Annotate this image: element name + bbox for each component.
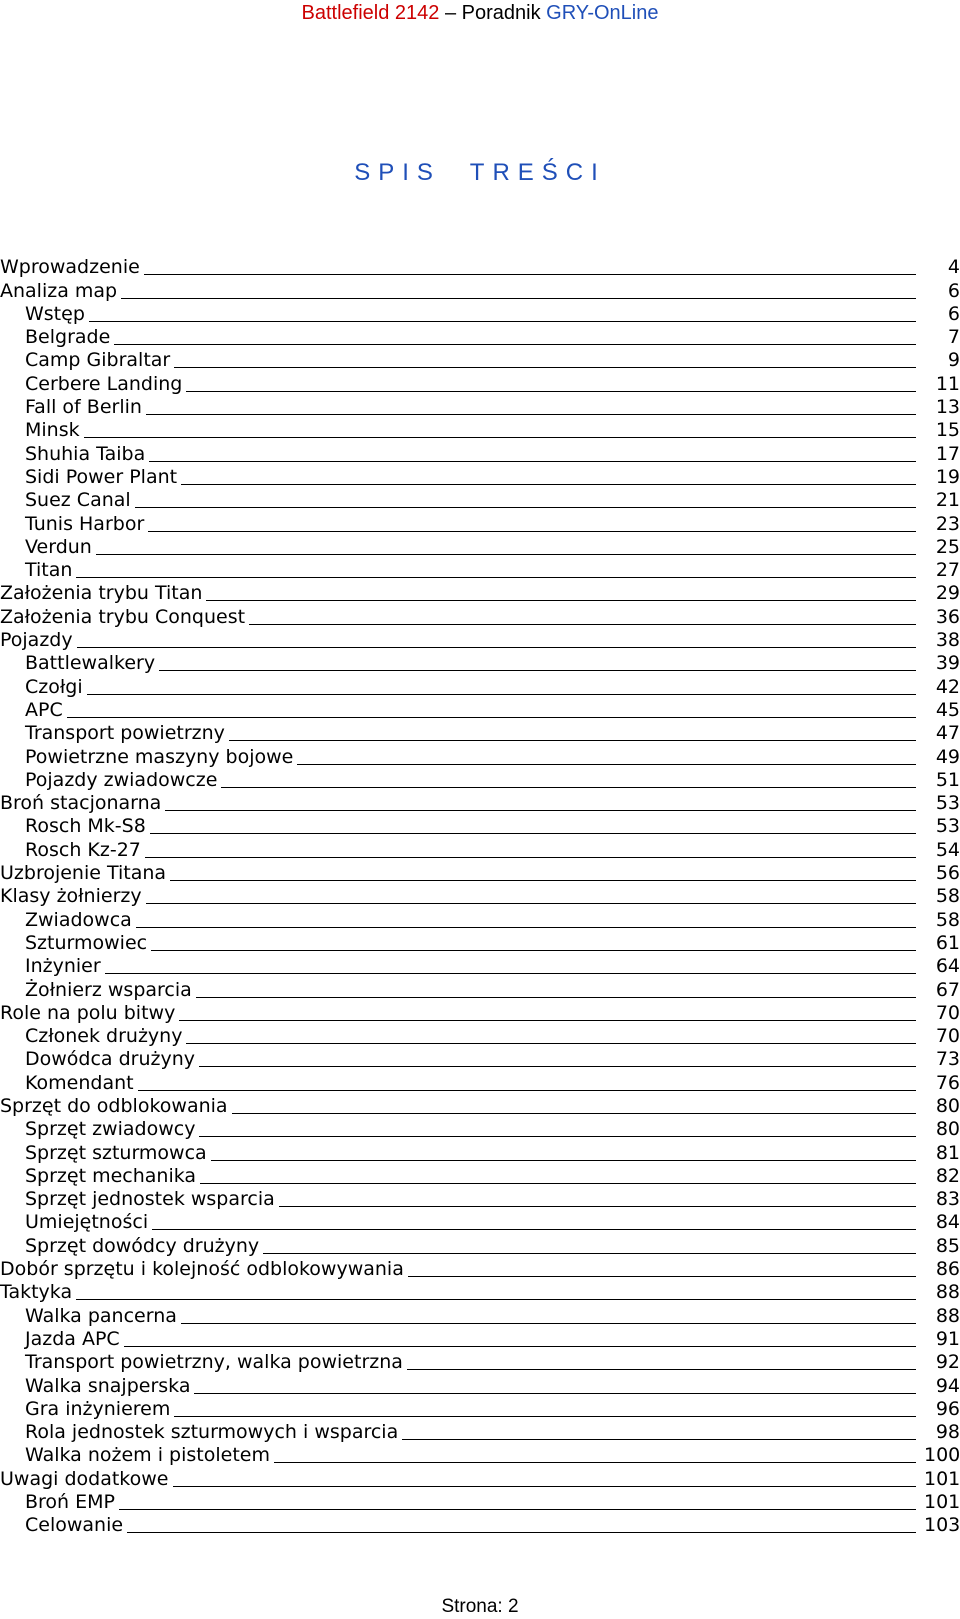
toc-entry-page-number: 6 bbox=[947, 302, 960, 325]
header-brand: GRY-OnLine bbox=[546, 2, 659, 24]
toc-entry-label: Gra inżynierem bbox=[25, 1397, 171, 1420]
toc-entry-label: Dowódca drużyny bbox=[25, 1048, 196, 1071]
toc-entry-label: Camp Gibraltar bbox=[25, 349, 171, 372]
toc-leader-line bbox=[114, 343, 916, 345]
toc-entry-page-number: 38 bbox=[935, 629, 960, 652]
toc-entry[interactable] bbox=[0, 1163, 960, 1186]
toc-entry-label: Dobór sprzętu i kolejność odblokowywania bbox=[0, 1258, 404, 1281]
toc-entry-label: Wstęp bbox=[25, 302, 85, 325]
toc-entry[interactable] bbox=[0, 534, 960, 557]
toc-leader-line bbox=[136, 926, 916, 928]
toc-entry-page-number: 53 bbox=[935, 815, 960, 838]
toc-entry-label: Minsk bbox=[25, 419, 80, 442]
toc-leader-line bbox=[149, 460, 916, 462]
header-section: Poradnik bbox=[461, 2, 541, 24]
toc-leader-line bbox=[124, 1345, 916, 1347]
toc-entry[interactable] bbox=[0, 743, 960, 766]
toc-entry[interactable] bbox=[0, 1186, 960, 1209]
toc-leader-line bbox=[173, 1485, 917, 1487]
toc-entry[interactable] bbox=[0, 487, 960, 510]
toc-leader-line bbox=[96, 553, 916, 555]
toc-entry-label: Żołnierz wsparcia bbox=[25, 978, 192, 1001]
toc-entry-label: Uwagi dodatkowe bbox=[0, 1467, 169, 1490]
toc-entry-page-number: 76 bbox=[935, 1071, 960, 1094]
toc-leader-line bbox=[186, 1042, 916, 1044]
toc-entry-label: Sprzęt zwiadowcy bbox=[25, 1118, 196, 1141]
toc-entry-label: Belgrade bbox=[25, 326, 111, 349]
toc-entry[interactable] bbox=[0, 1000, 960, 1023]
toc-entry[interactable] bbox=[0, 1116, 960, 1139]
toc-entry-page-number: 100 bbox=[924, 1444, 960, 1467]
toc-leader-line bbox=[229, 739, 916, 741]
toc-entry[interactable] bbox=[0, 603, 960, 626]
toc-leader-line bbox=[76, 1298, 916, 1300]
toc-entry[interactable] bbox=[0, 324, 960, 347]
toc-entry-label: Suez Canal bbox=[25, 489, 131, 512]
toc-entry[interactable] bbox=[0, 254, 960, 277]
toc-leader-line bbox=[407, 1368, 916, 1370]
toc-leader-line bbox=[279, 1205, 916, 1207]
toc-entry-page-number: 45 bbox=[935, 698, 960, 721]
toc-leader-line bbox=[121, 297, 916, 299]
toc-entry[interactable] bbox=[0, 1256, 960, 1279]
toc-entry-page-number: 21 bbox=[935, 489, 960, 512]
toc-entry-label: Walka snajperska bbox=[25, 1374, 191, 1397]
toc-leader-line bbox=[196, 996, 916, 998]
toc-entry-page-number: 47 bbox=[935, 722, 960, 745]
toc-entry[interactable] bbox=[0, 627, 960, 650]
toc-leader-line bbox=[211, 1159, 916, 1161]
toc-entry[interactable] bbox=[0, 1093, 960, 1116]
toc-entry-label: Założenia trybu Conquest bbox=[0, 605, 246, 628]
toc-entry-page-number: 61 bbox=[935, 931, 960, 954]
toc-entry-page-number: 92 bbox=[935, 1351, 960, 1374]
toc-entry[interactable] bbox=[0, 301, 960, 324]
toc-entry[interactable] bbox=[0, 347, 960, 370]
toc-entry[interactable] bbox=[0, 813, 960, 836]
toc-leader-line bbox=[174, 1415, 916, 1417]
toc-entry-page-number: 94 bbox=[935, 1374, 960, 1397]
toc-entry[interactable] bbox=[0, 860, 960, 883]
toc-entry-page-number: 27 bbox=[935, 559, 960, 582]
toc-entry-page-number: 80 bbox=[935, 1118, 960, 1141]
toc-leader-line bbox=[150, 832, 916, 834]
toc-entry-label: Transport powietrzny, walka powietrzna bbox=[25, 1351, 403, 1374]
toc-entry[interactable] bbox=[0, 510, 960, 533]
toc-entry[interactable] bbox=[0, 417, 960, 440]
toc-entry[interactable] bbox=[0, 976, 960, 999]
toc-leader-line bbox=[76, 576, 916, 578]
toc-entry-label: Broń EMP bbox=[25, 1491, 115, 1514]
toc-entry-page-number: 73 bbox=[935, 1048, 960, 1071]
toc-entry-label: Role na polu bitwy bbox=[0, 1001, 176, 1024]
toc-leader-line bbox=[199, 1065, 916, 1067]
toc-leader-line bbox=[138, 1089, 916, 1091]
toc-entry[interactable] bbox=[0, 673, 960, 696]
toc-entry-label: Pojazdy zwiadowcze bbox=[25, 768, 218, 791]
toc-entry-label: Umiejętności bbox=[25, 1211, 149, 1234]
toc-leader-line bbox=[263, 1252, 916, 1254]
toc-leader-line bbox=[89, 320, 916, 322]
toc-entry-label: APC bbox=[25, 698, 63, 721]
page-footer: Strona: 2 bbox=[441, 1596, 519, 1617]
toc-entry[interactable] bbox=[0, 1396, 960, 1419]
toc-leader-line bbox=[194, 1392, 916, 1394]
toc-entry-page-number: 83 bbox=[935, 1188, 960, 1211]
toc-entry-page-number: 53 bbox=[935, 792, 960, 815]
toc-entry-page-number: 81 bbox=[935, 1141, 960, 1164]
toc-entry[interactable] bbox=[0, 394, 960, 417]
toc-entry[interactable] bbox=[0, 440, 960, 463]
toc-entry-page-number: 25 bbox=[935, 535, 960, 558]
toc-entry-label: Transport powietrzny bbox=[25, 722, 225, 745]
toc-entry[interactable] bbox=[0, 1046, 960, 1069]
toc-leader-line bbox=[151, 949, 916, 951]
toc-entry-page-number: 42 bbox=[935, 675, 960, 698]
toc-entry-page-number: 15 bbox=[935, 419, 960, 442]
toc-entry-label: Inżynier bbox=[25, 955, 101, 978]
toc-leader-line bbox=[159, 669, 916, 671]
toc-leader-line bbox=[181, 483, 916, 485]
toc-entry[interactable] bbox=[0, 1419, 960, 1442]
toc-entry[interactable] bbox=[0, 930, 960, 953]
toc-leader-line bbox=[127, 1531, 916, 1533]
toc-entry-page-number: 86 bbox=[935, 1258, 960, 1281]
toc-entry-page-number: 13 bbox=[935, 396, 960, 419]
page-header bbox=[0, 0, 960, 26]
toc-entry-page-number: 67 bbox=[935, 978, 960, 1001]
toc-leader-line bbox=[186, 390, 916, 392]
toc-leader-line bbox=[135, 506, 916, 508]
toc-leader-line bbox=[408, 1275, 916, 1277]
toc-entry-label: Czołgi bbox=[25, 675, 83, 698]
toc-entry-label: Wprowadzenie bbox=[0, 256, 140, 279]
toc-entry-page-number: 11 bbox=[935, 372, 960, 395]
toc-entry[interactable] bbox=[0, 790, 960, 813]
toc-entry[interactable] bbox=[0, 277, 960, 300]
toc-entry-label: Walka pancerna bbox=[25, 1304, 177, 1327]
toc-leader-line bbox=[402, 1438, 916, 1440]
toc-entry-page-number: 58 bbox=[935, 885, 960, 908]
toc-entry-page-number: 54 bbox=[935, 838, 960, 861]
toc-entry-label: Sprzęt dowódcy drużyny bbox=[25, 1234, 260, 1257]
toc-entry-label: Sprzęt do odblokowania bbox=[0, 1094, 228, 1117]
toc-entry-label: Rosch Kz-27 bbox=[25, 838, 141, 861]
toc-leader-line bbox=[199, 1135, 916, 1137]
toc-entry[interactable] bbox=[0, 767, 960, 790]
toc-leader-line bbox=[274, 1461, 916, 1463]
toc-leader-line bbox=[146, 413, 916, 415]
toc-entry-label: Sprzęt mechanika bbox=[25, 1164, 197, 1187]
toc-entry[interactable] bbox=[0, 1023, 960, 1046]
toc-entry-page-number: 29 bbox=[935, 582, 960, 605]
toc-entry-label: Sprzęt szturmowca bbox=[25, 1141, 207, 1164]
toc-entry-label: Broń stacjonarna bbox=[0, 792, 162, 815]
toc-entry[interactable] bbox=[0, 1069, 960, 1092]
toc-entry[interactable] bbox=[0, 650, 960, 673]
toc-entry-label: Tunis Harbor bbox=[25, 512, 145, 535]
toc-entry-label: Sidi Power Plant bbox=[25, 465, 178, 488]
toc-entry-page-number: 82 bbox=[935, 1164, 960, 1187]
toc-entry-label: Szturmowiec bbox=[25, 931, 148, 954]
toc-entry-page-number: 98 bbox=[935, 1421, 960, 1444]
toc-entry-label: Cerbere Landing bbox=[25, 372, 183, 395]
header-separator: – bbox=[444, 2, 457, 24]
table-of-contents bbox=[0, 254, 960, 1535]
toc-leader-line bbox=[200, 1182, 916, 1184]
toc-entry-page-number: 88 bbox=[935, 1304, 960, 1327]
toc-leader-line bbox=[144, 273, 916, 275]
toc-entry[interactable] bbox=[0, 697, 960, 720]
toc-entry-page-number: 88 bbox=[935, 1281, 960, 1304]
toc-entry[interactable] bbox=[0, 1279, 960, 1302]
toc-entry-page-number: 101 bbox=[924, 1491, 960, 1514]
toc-leader-line bbox=[146, 902, 916, 904]
toc-entry[interactable] bbox=[0, 906, 960, 929]
toc-entry[interactable] bbox=[0, 1349, 960, 1372]
toc-entry[interactable] bbox=[0, 1326, 960, 1349]
toc-entry-page-number: 80 bbox=[935, 1094, 960, 1117]
toc-title: SPIS TREŚCI bbox=[354, 159, 606, 186]
toc-leader-line bbox=[181, 1322, 916, 1324]
toc-entry[interactable] bbox=[0, 883, 960, 906]
toc-entry[interactable] bbox=[0, 1372, 960, 1395]
toc-entry-page-number: 39 bbox=[935, 652, 960, 675]
toc-leader-line bbox=[87, 693, 916, 695]
header-game-title: Battlefield 2142 bbox=[301, 2, 440, 24]
toc-entry-label: Pojazdy bbox=[0, 629, 73, 652]
toc-entry-label: Celowanie bbox=[25, 1514, 124, 1537]
toc-leader-line bbox=[148, 530, 916, 532]
toc-leader-line bbox=[206, 599, 916, 601]
toc-leader-line bbox=[152, 1228, 916, 1230]
toc-entry-label: Uzbrojenie Titana bbox=[0, 862, 167, 885]
toc-entry[interactable] bbox=[0, 1465, 960, 1488]
toc-entry[interactable] bbox=[0, 1232, 960, 1255]
toc-entry-page-number: 70 bbox=[935, 1025, 960, 1048]
toc-entry-page-number: 70 bbox=[935, 1001, 960, 1024]
toc-entry-page-number: 85 bbox=[935, 1234, 960, 1257]
toc-entry-label: Verdun bbox=[25, 535, 92, 558]
toc-entry[interactable] bbox=[0, 1302, 960, 1325]
toc-entry-label: Jazda APC bbox=[25, 1327, 120, 1350]
toc-entry[interactable] bbox=[0, 464, 960, 487]
toc-entry-label: Komendant bbox=[25, 1071, 134, 1094]
toc-entry-page-number: 96 bbox=[935, 1397, 960, 1420]
toc-entry-label: Battlewalkery bbox=[25, 652, 156, 675]
toc-entry-page-number: 84 bbox=[935, 1211, 960, 1234]
toc-entry-page-number: 17 bbox=[935, 442, 960, 465]
toc-entry-label: Rola jednostek szturmowych i wsparcia bbox=[25, 1421, 399, 1444]
toc-entry-page-number: 6 bbox=[947, 279, 960, 302]
toc-leader-line bbox=[179, 1019, 916, 1021]
toc-leader-line bbox=[84, 436, 916, 438]
toc-entry-label: Analiza map bbox=[0, 279, 118, 302]
toc-leader-line bbox=[165, 809, 916, 811]
toc-entry-label: Titan bbox=[25, 559, 73, 582]
toc-entry-label: Powietrzne maszyny bojowe bbox=[25, 745, 294, 768]
toc-leader-line bbox=[145, 856, 916, 858]
toc-entry-label: Klasy żołnierzy bbox=[0, 885, 142, 908]
toc-entry-page-number: 4 bbox=[947, 256, 960, 279]
toc-leader-line bbox=[77, 646, 916, 648]
toc-entry[interactable] bbox=[0, 1209, 960, 1232]
toc-entry[interactable] bbox=[0, 836, 960, 859]
toc-leader-line bbox=[232, 1112, 916, 1114]
toc-entry-page-number: 9 bbox=[947, 349, 960, 372]
toc-entry-page-number: 101 bbox=[924, 1467, 960, 1490]
toc-leader-line bbox=[67, 716, 916, 718]
toc-entry[interactable] bbox=[0, 1489, 960, 1512]
toc-entry[interactable] bbox=[0, 580, 960, 603]
toc-entry-page-number: 23 bbox=[935, 512, 960, 535]
toc-entry[interactable] bbox=[0, 370, 960, 393]
toc-entry-page-number: 103 bbox=[924, 1514, 960, 1537]
toc-entry-label: Shuhia Taiba bbox=[25, 442, 146, 465]
toc-entry[interactable] bbox=[0, 557, 960, 580]
toc-leader-line bbox=[105, 972, 916, 974]
toc-entry-page-number: 36 bbox=[935, 605, 960, 628]
toc-leader-line bbox=[174, 366, 916, 368]
toc-entry-label: Zwiadowca bbox=[25, 908, 132, 931]
toc-leader-line bbox=[297, 763, 916, 765]
toc-leader-line bbox=[221, 786, 916, 788]
toc-entry-page-number: 64 bbox=[935, 955, 960, 978]
toc-leader-line bbox=[249, 623, 916, 625]
toc-entry-page-number: 7 bbox=[947, 326, 960, 349]
toc-entry-page-number: 51 bbox=[935, 768, 960, 791]
toc-entry-label: Rosch Mk-S8 bbox=[25, 815, 146, 838]
toc-leader-line bbox=[119, 1508, 916, 1510]
toc-entry[interactable] bbox=[0, 1442, 960, 1465]
toc-entry-page-number: 19 bbox=[935, 465, 960, 488]
toc-entry-label: Sprzęt jednostek wsparcia bbox=[25, 1188, 275, 1211]
toc-entry-label: Taktyka bbox=[0, 1281, 73, 1304]
toc-entry-page-number: 56 bbox=[935, 862, 960, 885]
toc-entry[interactable] bbox=[0, 720, 960, 743]
toc-entry-page-number: 58 bbox=[935, 908, 960, 931]
toc-entry-page-number: 91 bbox=[935, 1327, 960, 1350]
toc-entry[interactable] bbox=[0, 953, 960, 976]
toc-entry-label: Założenia trybu Titan bbox=[0, 582, 203, 605]
toc-entry-page-number: 49 bbox=[935, 745, 960, 768]
toc-entry-label: Walka nożem i pistoletem bbox=[25, 1444, 270, 1467]
toc-entry[interactable] bbox=[0, 1512, 960, 1535]
toc-leader-line bbox=[170, 879, 916, 881]
toc-entry-label: Fall of Berlin bbox=[25, 396, 142, 419]
toc-entry-label: Członek drużyny bbox=[25, 1025, 183, 1048]
toc-entry[interactable] bbox=[0, 1139, 960, 1162]
